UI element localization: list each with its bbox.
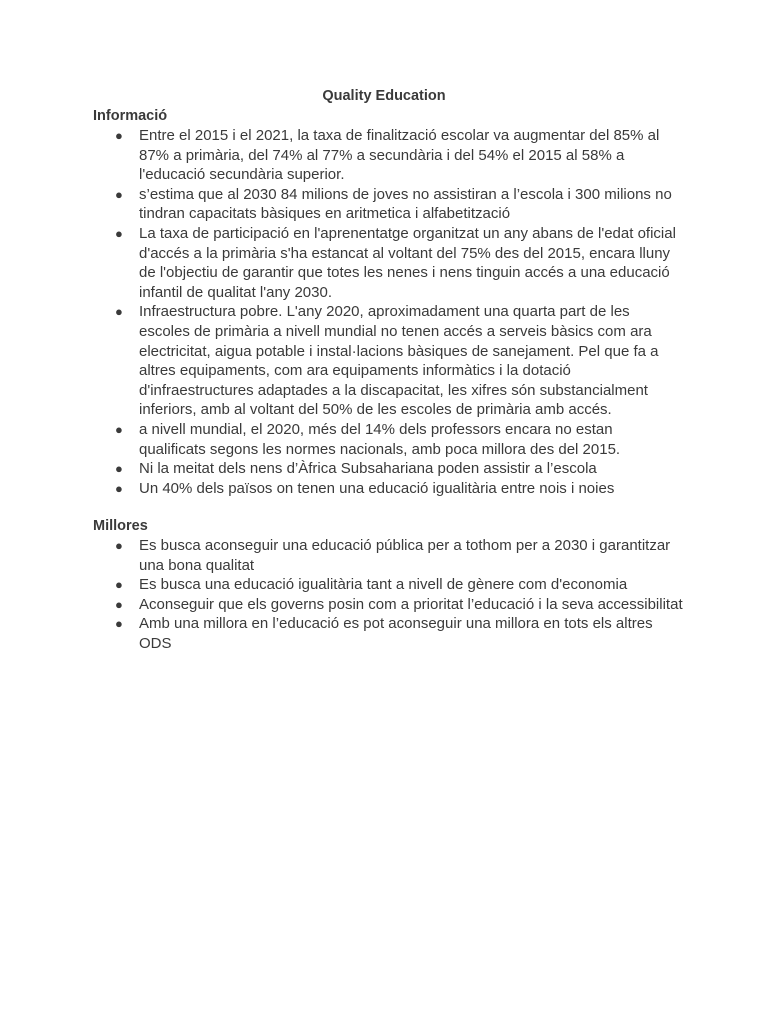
list-item-text: Un 40% dels països on tenen una educació igualitària entre nois i noies — [139, 479, 615, 497]
bullet-icon: ● — [115, 186, 123, 202]
list-item-text: a nivell mundial, el 2020, més del 14% dels professors encara no estan qualificats segons les normes nacionals, amb poca millora des del 2015. — [139, 420, 621, 458]
bullet-icon: ● — [115, 538, 123, 553]
section-millores — [93, 516, 683, 654]
page-title: Quality Education — [322, 88, 446, 104]
section-heading: Millores — [93, 518, 148, 534]
list-item — [93, 614, 683, 653]
list-item — [93, 126, 683, 185]
list-item-text: Entre el 2015 i el 2021, la taxa de finalització escolar va augmentar del 85% al 87% a primària, del 74% al 77% a secundària i del 54% el 2015 al 58% a l'educació secundària superior. — [139, 127, 660, 184]
list-item-text: Es busca aconseguir una educació pública per a tothom per a 2030 i garantitzar una bona qualitat — [139, 537, 671, 574]
bullet-icon: ● — [115, 128, 123, 143]
list-item — [93, 536, 683, 575]
section-informacio — [93, 106, 683, 498]
bullet-icon: ● — [115, 225, 123, 241]
bullet-icon: ● — [115, 616, 123, 632]
list-item — [93, 420, 683, 459]
section-heading: Informació — [93, 108, 168, 124]
list-item-text: Ni la meitat dels nens d’Àfrica Subsahariana poden assistir a l’escola — [139, 460, 597, 478]
bullet-icon: ● — [115, 577, 123, 593]
list-item — [93, 224, 683, 302]
list-item — [93, 575, 683, 595]
list-item-text: La taxa de participació en l'aprenentatge organitzat un any abans de l'edat oficial d'accés a la primària s'ha estancat al voltant del 75% des del 2015, encara lluny de l'objectiu de garantir que totes les nenes i nens tinguin accés a una educació infantil de qualitat l'any 2030. — [139, 224, 676, 301]
bullet-icon: ● — [115, 461, 123, 477]
list-item-text: Aconseguir que els governs posin com a prioritat l’educació i la seva accessibilitat — [139, 595, 683, 613]
list-item-text: s’estima que al 2030 84 milions de joves no assistiran a l’escola i 300 milions no tindran capacitats bàsiques en aritmetica i alfabetització — [139, 185, 672, 223]
list-item — [93, 185, 683, 224]
list-item — [93, 302, 683, 420]
bullet-icon: ● — [115, 304, 123, 320]
list-item-text: Es busca una educació igualitària tant a nivell de gènere com d'economia — [139, 576, 628, 594]
list-item-text: Amb una millora en l’educació es pot aconseguir una millora en tots els altres ODS — [139, 615, 653, 652]
bullet-icon: ● — [115, 480, 123, 496]
list-item — [93, 595, 683, 615]
bullet-list — [93, 536, 683, 654]
bullet-icon: ● — [115, 421, 123, 437]
list-item — [93, 479, 683, 499]
list-item — [93, 459, 683, 479]
bullet-icon: ● — [115, 596, 123, 612]
list-item-text: Infraestructura pobre. L'any 2020, aproximadament una quarta part de les escoles de primària a nivell mundial no tenen accés a serveis bàsics com ara electricitat, aigua potable i instal·lacions bàsiques de sanejament. Pel que fa a altres equipaments, com ara equipaments informàtics i la dotació d'infraestructures adaptades a la discapacitat, les xifres són substancialment inferiors, amb al voltant del 50% de les escoles de primària amb accés. — [139, 303, 659, 419]
bullet-list — [93, 126, 683, 498]
